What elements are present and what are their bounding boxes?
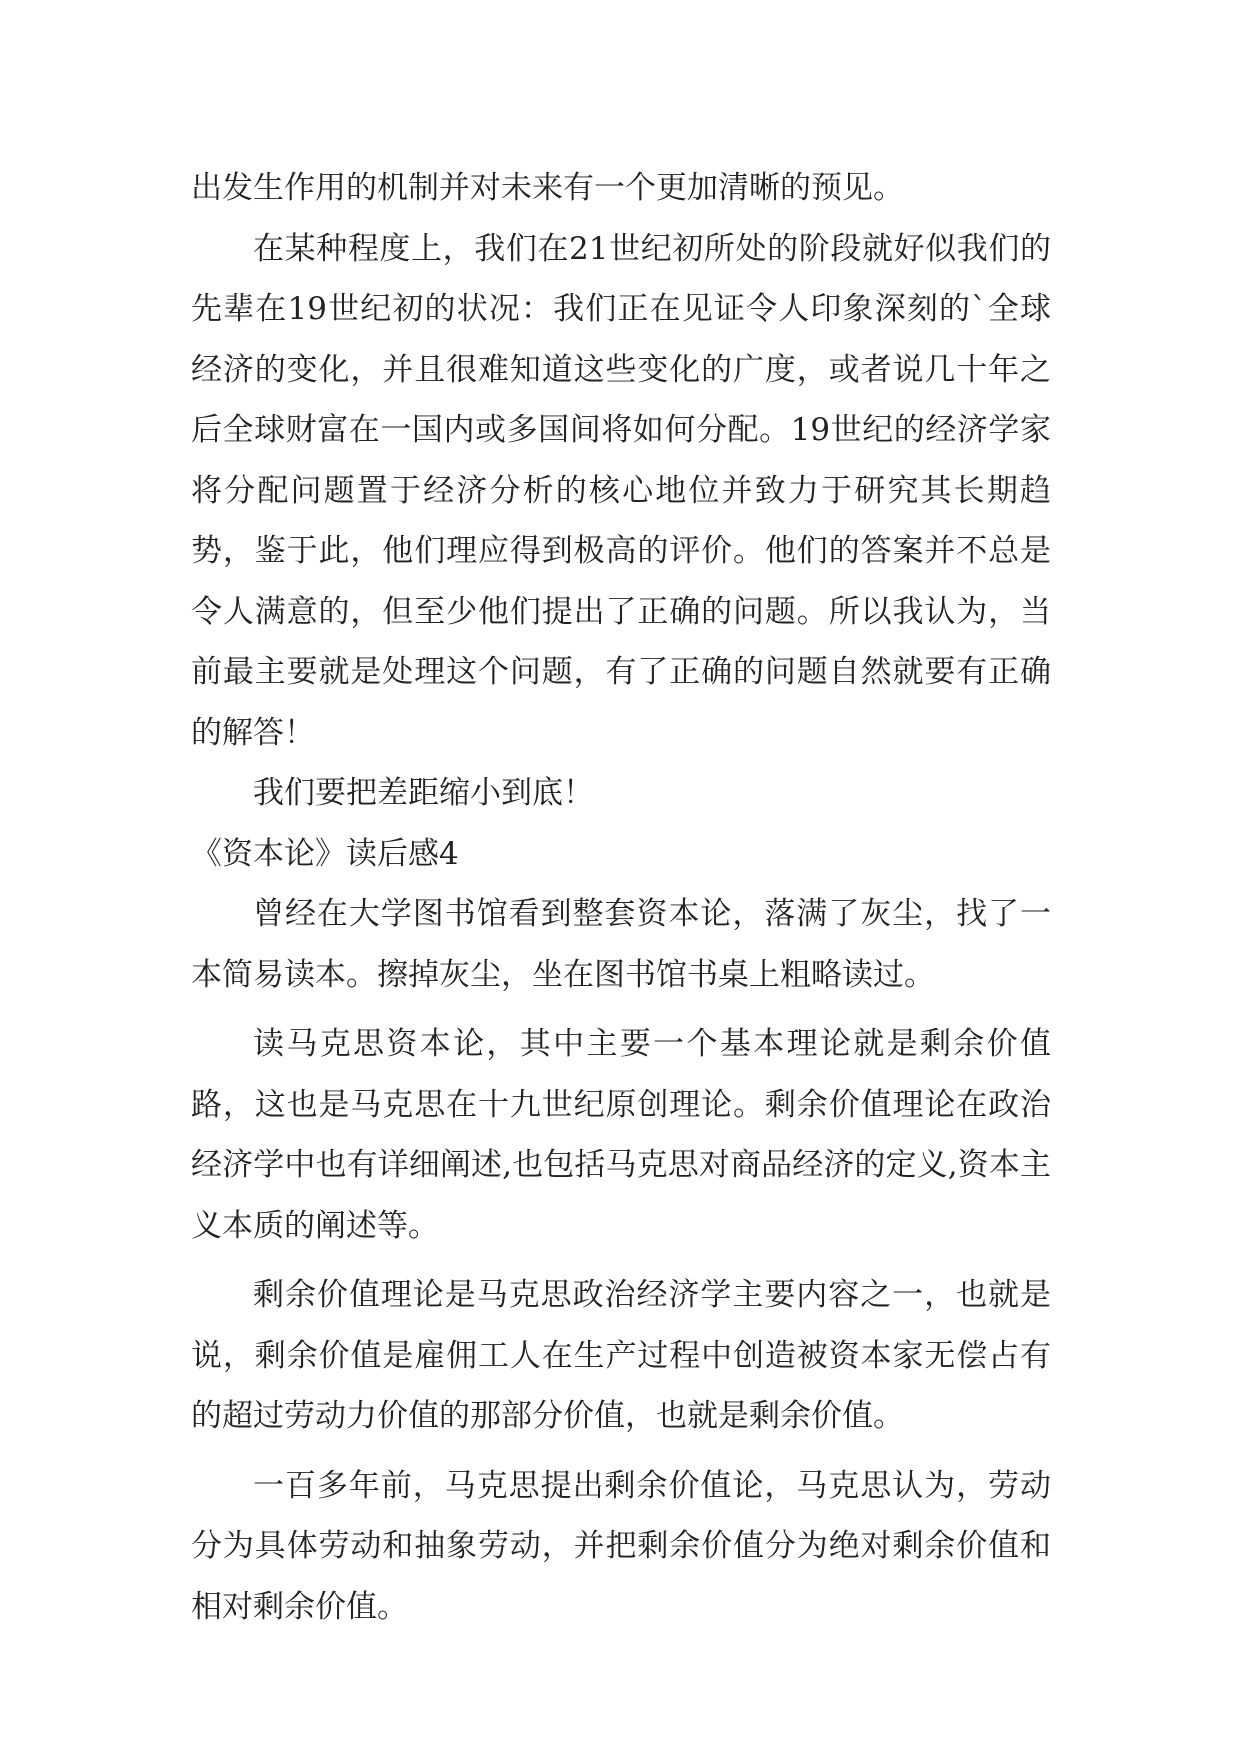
document-body	[191, 158, 1051, 1637]
paragraph: 我们要把差距缩小到底！	[253, 775, 594, 811]
paragraph-continuation: 出发生作用的机制并对未来有一个更加清晰的预见。	[191, 170, 904, 206]
paragraph: 一百多年前，马克思提出剩余价值论，马克思认为，劳动分为具体劳动和抽象劳动，并把剩余价值分为绝对剩余价值和相对剩余价值。	[191, 1467, 1051, 1625]
paragraph: 在某种程度上，我们在21世纪初所处的阶段就好似我们的先辈在19世纪初的状况：我们正在见证令人印象深刻的`全球经济的变化，并且很难知道这些变化的广度，或者说几十年之后全球财富在一国内或多国间将如何分配。19世纪的经济学家将分配问题置于经济分析的核心地位并致力于研究其长期趋势，鉴于此，他们理应得到极高的评价。他们的答案并不总是令人满意的，但至少他们提出了正确的问题。所以我认为，当前最主要就是处理这个问题，有了正确的问题自然就要有正确的解答！	[191, 230, 1051, 751]
paragraph: 读马克思资本论，其中主要一个基本理论就是剩余价值路，这也是马克思在十九世纪原创理论。剩余价值理论在政治经济学中也有详细阐述,也包括马克思对商品经济的定义,资本主义本质的阐述等。	[191, 1026, 1051, 1244]
section-heading: 《资本论》读后感4	[191, 835, 459, 872]
paragraph: 曾经在大学图书馆看到整套资本论，落满了灰尘，找了一本简易读本。擦掉灰尘，坐在图书馆书桌上粗略读过。	[191, 896, 1051, 993]
paragraph: 剩余价值理论是马克思政治经济学主要内容之一，也就是说，剩余价值是雇佣工人在生产过程中创造被资本家无偿占有的超过劳动力价值的那部分价值，也就是剩余价值。	[191, 1277, 1051, 1434]
